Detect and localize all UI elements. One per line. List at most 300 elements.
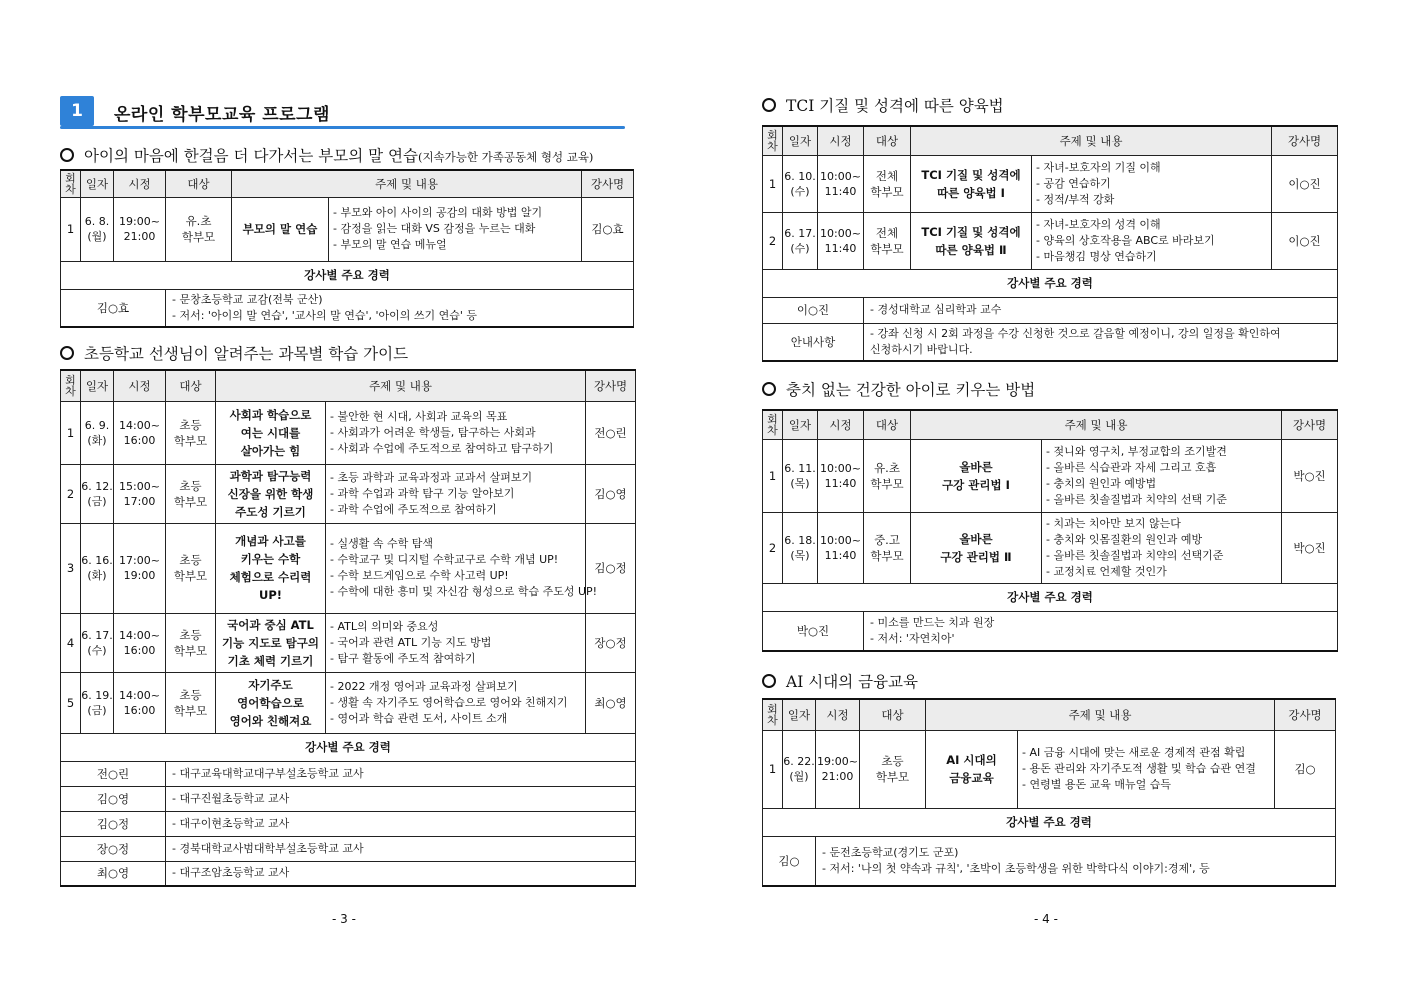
time-end: 21:00 [821, 770, 854, 783]
topic-line: 올바른 [959, 531, 993, 546]
table-row [763, 155, 1338, 212]
program3-heading [762, 94, 1004, 116]
header-topic: 주제 및 내용 [232, 170, 582, 197]
header-date: 일자 [783, 699, 816, 730]
time-cell [114, 523, 166, 613]
content-item: - 수학교구 및 디지털 수학교구로 수학 개념 UP! [330, 553, 559, 566]
weekday: (월) [789, 770, 809, 783]
date-cell [81, 672, 114, 733]
circle-bullet-icon [60, 148, 74, 162]
content-cell [1042, 512, 1282, 583]
section-underline [60, 126, 625, 129]
content-cell [326, 464, 586, 523]
career-row [763, 297, 1338, 323]
content-item: - 마음챙김 명상 연습하기 [1036, 249, 1157, 263]
content-item: - 과학 수업과 과학 탐구 기능 알아보기 [330, 486, 515, 500]
round-number: 5 [61, 672, 81, 733]
program3-title: TCI 기질 및 성격에 따른 양육법 [786, 97, 1004, 115]
date: 6. 10. [784, 169, 816, 183]
content-item: - AI 금융 시대에 맞는 새로운 경제적 관점 확립 [1022, 746, 1246, 759]
topic-cell [911, 155, 1032, 212]
time-cell [818, 155, 864, 212]
section-number: 1 [60, 96, 94, 126]
program2-table [60, 369, 636, 887]
time-start: 17:00~ [119, 554, 160, 567]
target-line: 학부모 [875, 770, 910, 784]
career-title-row [763, 269, 1338, 297]
content-item: - 자녀-보호자의 기질 이해 [1036, 160, 1161, 174]
program2-title: 초등학교 선생님이 알려주는 과목별 학습 가이드 [84, 345, 409, 363]
weekday: (목) [790, 548, 810, 562]
content-item: - ATL의 의미와 중요성 [330, 619, 439, 633]
content-item: - 감정을 읽는 대화 VS 감정을 누르는 대화 [333, 222, 536, 235]
date: 6. 11. [784, 461, 816, 475]
date: 6. 8. [84, 215, 110, 228]
career-line: 신청하시기 바랍니다. [870, 342, 973, 356]
time-start: 14:00~ [119, 628, 160, 642]
content-cell [1042, 439, 1282, 512]
time-end: 21:00 [123, 230, 156, 243]
career-row [61, 836, 636, 861]
target-cell [864, 212, 911, 269]
career-detail [166, 861, 636, 886]
round-number: 2 [763, 512, 783, 583]
content-item: - 사회과 수업에 주도적으로 참여하고 탐구하기 [330, 441, 554, 455]
round-number: 1 [763, 730, 783, 808]
content-cell [1032, 155, 1272, 212]
program4-title: 충치 없는 건강한 아이로 키우는 방법 [786, 381, 1036, 399]
header-round: 회차 [763, 410, 783, 439]
target-line: 전체 [875, 168, 899, 183]
round-number: 2 [763, 212, 783, 269]
weekday: (금) [87, 494, 107, 508]
content-item: - 충치의 원인과 예방법 [1046, 476, 1157, 490]
content-item: - 수학 보드게임으로 수학 사고력 UP! [330, 569, 509, 582]
topic-line: 금융교육 [949, 771, 994, 785]
weekday: (금) [87, 703, 107, 717]
page-number: - 3 - [332, 912, 356, 926]
table-row [61, 613, 636, 672]
topic-cell [911, 439, 1042, 512]
table-row [763, 512, 1338, 583]
career-row [61, 786, 636, 811]
target-line: 초등 [179, 478, 202, 493]
career-line: - 저서: '나의 첫 약속과 규칙', '초박이 초등학생을 위한 박학다식 이야기:경제', 등 [822, 861, 1210, 875]
content-item: - 정적/부적 강화 [1036, 192, 1115, 206]
circle-bullet-icon [762, 98, 776, 112]
date-cell [783, 155, 818, 212]
round-number: 1 [61, 197, 81, 261]
target-line: 초등 [179, 687, 202, 702]
time-cell [114, 672, 166, 733]
lecturer-name: 김○ [1275, 730, 1336, 808]
career-line: - 둔전초등학교(경기도 군포) [822, 845, 959, 859]
topic-line: 살아가는 힘 [240, 443, 301, 458]
topic-cell [216, 523, 326, 613]
content-item: - 수학에 대한 흥미 및 자신감 형성으로 학습 주도성 UP! [330, 585, 598, 598]
topic-line: 키우는 수학 [240, 552, 301, 566]
time-start: 14:00~ [119, 688, 160, 702]
table-row [61, 672, 636, 733]
target-line: 학부모 [870, 184, 904, 199]
content-cell [326, 401, 586, 464]
career-row [763, 611, 1338, 651]
target-line: 학부모 [173, 569, 208, 583]
time-end: 11:40 [824, 184, 857, 198]
program5-heading [762, 670, 918, 692]
topic-line: 따른 양육법 Ⅰ [937, 185, 1005, 200]
table-header-row [61, 170, 634, 197]
header-topic: 주제 및 내용 [911, 410, 1282, 439]
content-item: - 치과는 치아만 보지 않는다 [1046, 516, 1181, 530]
time-cell [818, 512, 864, 583]
weekday: (수) [87, 643, 107, 657]
table-row [763, 730, 1336, 808]
table-row [61, 401, 636, 464]
target-line: 학부모 [181, 230, 216, 244]
time-end: 16:00 [123, 703, 156, 717]
career-row [61, 761, 636, 786]
header-round: 회차 [61, 370, 81, 401]
header-round: 회차 [763, 126, 783, 155]
header-date: 일자 [783, 126, 818, 155]
target-cell [166, 197, 232, 261]
topic-line: 올바른 [959, 459, 993, 474]
weekday: (화) [87, 569, 107, 582]
topic-line: 주도성 기르기 [235, 504, 306, 519]
content-item: - 사회과가 어려운 학생들, 탐구하는 사회과 [330, 425, 536, 439]
time-start: 15:00~ [119, 479, 160, 493]
date-cell [783, 212, 818, 269]
topic-line: 영어학습으로 [237, 695, 304, 710]
topic-line: 체험으로 수리력 [229, 570, 312, 584]
target-line: 초등 [881, 754, 904, 768]
career-row [61, 289, 634, 327]
topic-line: 구강 관리법 Ⅱ [940, 549, 1012, 564]
target-cell [166, 613, 216, 672]
career-line: - 대구교육대학교대구부설초등학교 교사 [172, 766, 364, 780]
content-item: - 자녀-보호자의 성격 이해 [1036, 217, 1161, 231]
career-title-row [61, 733, 636, 761]
lecturer-name: 전○린 [586, 401, 636, 464]
table-row [61, 523, 636, 613]
target-cell [166, 523, 216, 613]
career-detail [166, 836, 636, 861]
round-number: 1 [763, 155, 783, 212]
content-item: - 생활 속 자기주도 영어학습으로 영어와 친해지기 [330, 695, 568, 709]
content-item: - 불안한 현 시대, 사회과 교육의 목표 [330, 409, 508, 423]
content-item: - 올바른 식습관과 자세 그리고 호흡 [1046, 460, 1217, 474]
target-cell [864, 512, 911, 583]
table-header-row [61, 370, 636, 401]
time-cell [114, 401, 166, 464]
circle-bullet-icon [762, 382, 776, 396]
date-cell [81, 197, 114, 261]
date: 6. 12. [81, 479, 113, 493]
table-row [61, 197, 634, 261]
content-cell [1018, 730, 1275, 808]
time-start: 10:00~ [820, 169, 861, 183]
program2-heading [60, 342, 408, 364]
weekday: (화) [87, 433, 107, 447]
topic-line: 여는 시대를 [240, 425, 301, 440]
program1-title: 아이의 마음에 한걸음 더 다가서는 부모의 말 연습 [84, 147, 418, 165]
topic-line: AI 시대의 [946, 753, 997, 767]
target-line: 유.초 [185, 214, 212, 228]
time-start: 10:00~ [820, 226, 861, 240]
target-line: 유.초 [874, 460, 900, 475]
career-detail [864, 297, 1338, 323]
content-item: - 2022 개정 영어과 교육과정 살펴보기 [330, 679, 518, 693]
time-start: 19:00~ [817, 755, 858, 768]
time-end: 19:00 [123, 569, 156, 582]
target-cell [864, 155, 911, 212]
topic-cell [216, 464, 326, 523]
career-title: 강사별 주요 경력 [61, 733, 636, 761]
lecturer-name: 박○진 [1282, 439, 1338, 512]
target-line: 초등 [179, 417, 202, 432]
target-cell [166, 672, 216, 733]
round-number: 1 [61, 401, 81, 464]
career-name: 전○린 [61, 761, 166, 786]
header-date: 일자 [81, 170, 114, 197]
date: 6. 16. [81, 554, 113, 567]
circle-bullet-icon [60, 346, 74, 360]
content-cell [1032, 212, 1272, 269]
time-end: 11:40 [824, 241, 857, 255]
content-item: - 올바른 칫솔질법과 치약의 선택기준 [1046, 548, 1224, 562]
round-number: 2 [61, 464, 81, 523]
content-item: - 실생활 속 수학 탐색 [330, 537, 433, 550]
weekday: (목) [790, 476, 810, 490]
topic-line: 자기주도 [248, 677, 293, 692]
program1-table [60, 169, 634, 328]
target-line: 학부모 [173, 643, 208, 658]
topic-line: 사회과 학습으로 [229, 407, 312, 422]
header-topic: 주제 및 내용 [926, 699, 1275, 730]
career-detail [816, 836, 1336, 886]
date-cell [81, 523, 114, 613]
career-detail [166, 289, 634, 327]
target-line: 초등 [179, 553, 202, 567]
topic-line: UP! [258, 588, 282, 602]
content-cell [329, 197, 582, 261]
header-target: 대상 [864, 410, 911, 439]
header-target: 대상 [860, 699, 926, 730]
content-cell [326, 672, 586, 733]
career-line: - 대구조암초등학교 교사 [172, 866, 290, 880]
header-topic: 주제 및 내용 [911, 126, 1272, 155]
career-line: - 문창초등학교 교감(전북 군산) [172, 292, 323, 306]
target-cell [864, 439, 911, 512]
career-detail [166, 786, 636, 811]
content-item: - 국어과 관련 ATL 기능 지도 방법 [330, 635, 492, 649]
time-end: 17:00 [123, 494, 156, 508]
career-name: 안내사항 [763, 323, 864, 361]
page-number: - 4 - [1034, 912, 1058, 926]
header-round: 회차 [763, 699, 783, 730]
target-line: 학부모 [870, 476, 904, 491]
header-lecturer: 강사명 [1272, 126, 1338, 155]
topic-line: 신장을 위한 학생 [227, 486, 314, 501]
content-cell [326, 523, 598, 613]
time-cell [818, 212, 864, 269]
content-item: - 부모의 말 연습 메뉴얼 [333, 238, 447, 251]
program5-table [762, 698, 1336, 887]
date-cell [81, 464, 114, 523]
header-lecturer: 강사명 [582, 170, 634, 197]
date: 6. 17. [784, 226, 816, 240]
header-lecturer: 강사명 [1282, 410, 1338, 439]
content-item: - 탐구 활동에 주도적 참여하기 [330, 651, 476, 665]
topic-line: 국어과 중심 ATL [227, 617, 314, 632]
career-name: 김○효 [61, 289, 166, 327]
header-lecturer: 강사명 [586, 370, 636, 401]
content-item: - 교정치료 언제할 것인가 [1046, 564, 1167, 578]
header-date: 일자 [81, 370, 114, 401]
target-cell [166, 464, 216, 523]
career-title-row [61, 261, 634, 289]
lecturer-name: 장○정 [586, 613, 636, 672]
topic-line: 따른 양육법 Ⅱ [935, 242, 1007, 257]
table-row [763, 439, 1338, 512]
career-line: - 저서: '자연치아' [870, 631, 955, 645]
career-detail [166, 761, 636, 786]
time-end: 16:00 [123, 643, 156, 657]
topic-cell [911, 212, 1032, 269]
program4-heading [762, 378, 1035, 400]
career-title: 강사별 주요 경력 [763, 808, 1336, 836]
header-time: 시정 [818, 410, 864, 439]
topic-line: 구강 관리법 Ⅰ [942, 477, 1010, 492]
content-item: - 젖니와 영구치, 부정교합의 조기발견 [1046, 444, 1227, 458]
table-header-row [763, 699, 1336, 730]
table-header-row [763, 126, 1338, 155]
date-cell [783, 730, 816, 808]
career-name: 김○영 [61, 786, 166, 811]
topic-cell [216, 672, 326, 733]
content-item: - 과학 수업에 주도적으로 참여하기 [330, 502, 497, 516]
weekday: (수) [790, 184, 810, 198]
career-line: - 미소를 만드는 치과 원장 [870, 615, 995, 629]
topic-line: 기능 지도로 탐구의 [222, 635, 319, 650]
career-name: 장○정 [61, 836, 166, 861]
career-name: 최○영 [61, 861, 166, 886]
date: 6. 19. [81, 688, 113, 702]
topic-line: 기초 체력 기르기 [227, 653, 314, 668]
career-name: 김○정 [61, 811, 166, 836]
header-time: 시정 [816, 699, 860, 730]
content-item: - 연령별 용돈 교육 매뉴얼 습득 [1022, 778, 1171, 791]
topic-cell [216, 401, 326, 464]
header-topic: 주제 및 내용 [216, 370, 586, 401]
topic-cell [911, 512, 1042, 583]
career-title: 강사별 주요 경력 [61, 261, 634, 289]
lecturer-name: 박○진 [1282, 512, 1338, 583]
table-header-row [763, 410, 1338, 439]
career-name: 이○진 [763, 297, 864, 323]
career-row [61, 861, 636, 886]
date-cell [81, 613, 114, 672]
lecturer-name: 이○진 [1272, 155, 1338, 212]
content-cell [326, 613, 586, 672]
date: 6. 22. [783, 755, 815, 768]
time-start: 14:00~ [119, 418, 160, 432]
content-item: - 충치와 잇몸질환의 원인과 예방 [1046, 532, 1203, 546]
date-cell [81, 401, 114, 464]
career-title: 강사별 주요 경력 [763, 269, 1338, 297]
target-line: 중.고 [874, 532, 900, 547]
career-line: - 대구이현초등학교 교사 [172, 816, 290, 830]
career-line: - 저서: '아이의 말 연습', '교사의 말 연습', '아이의 쓰기 연습' 등 [172, 308, 478, 322]
time-start: 19:00~ [119, 215, 160, 228]
header-time: 시정 [114, 370, 166, 401]
round-number: 3 [61, 523, 81, 613]
target-line: 학부모 [173, 433, 208, 448]
table-row [61, 464, 636, 523]
header-target: 대상 [166, 370, 216, 401]
target-line: 학부모 [870, 548, 904, 563]
content-item: - 올바른 칫솔질법과 치약의 선택 기준 [1046, 492, 1227, 506]
header-time: 시정 [114, 170, 166, 197]
target-line: 학부모 [173, 703, 208, 718]
content-item: - 영어과 학습 관련 도서, 사이트 소개 [330, 711, 508, 725]
time-cell [114, 613, 166, 672]
round-number: 1 [763, 439, 783, 512]
program3-table [762, 125, 1338, 362]
career-line: - 경북대학교사범대학부설초등학교 교사 [172, 841, 364, 855]
weekday: (월) [87, 230, 107, 243]
date-cell [783, 512, 818, 583]
program1-subtitle: (지속가능한 가족공동체 형성 교육) [417, 150, 594, 164]
header-target: 대상 [864, 126, 911, 155]
target-cell [166, 401, 216, 464]
time-end: 16:00 [123, 433, 156, 447]
content-item: - 양육의 상호작용을 ABC로 바라보기 [1036, 233, 1215, 247]
lecturer-name: 김○효 [582, 197, 634, 261]
lecturer-name: 김○영 [586, 464, 636, 523]
topic-line: 과학과 탐구능력 [229, 468, 312, 483]
section-header [60, 96, 625, 130]
target-cell [860, 730, 926, 808]
career-detail [864, 323, 1338, 361]
time-cell [818, 439, 864, 512]
section-title: 온라인 학부모교육 프로그램 [114, 105, 330, 125]
time-cell [114, 197, 166, 261]
header-target: 대상 [166, 170, 232, 197]
career-row [763, 836, 1336, 886]
content-item: - 부모와 아이 사이의 공감의 대화 방법 알기 [333, 206, 543, 219]
round-number: 4 [61, 613, 81, 672]
career-name: 박○진 [763, 611, 864, 651]
career-title-row [763, 583, 1338, 611]
career-line: - 강좌 신청 시 2회 과정을 수강 신청한 것으로 갈음할 예정이니, 강의 일정을 확인하여 [870, 326, 1281, 340]
header-time: 시정 [818, 126, 864, 155]
career-detail [864, 611, 1338, 651]
career-row [61, 811, 636, 836]
time-cell [816, 730, 860, 808]
target-line: 학부모 [870, 241, 904, 256]
time-start: 10:00~ [820, 533, 861, 547]
content-item: - 초등 과학과 교육과정과 교과서 살펴보기 [330, 470, 533, 484]
topic-cell [216, 613, 326, 672]
date: 6. 17. [81, 628, 113, 642]
header-date: 일자 [783, 410, 818, 439]
time-end: 11:40 [824, 548, 857, 562]
target-line: 학부모 [173, 494, 208, 509]
program4-table [762, 409, 1338, 652]
program5-title: AI 시대의 금융교육 [786, 673, 918, 691]
